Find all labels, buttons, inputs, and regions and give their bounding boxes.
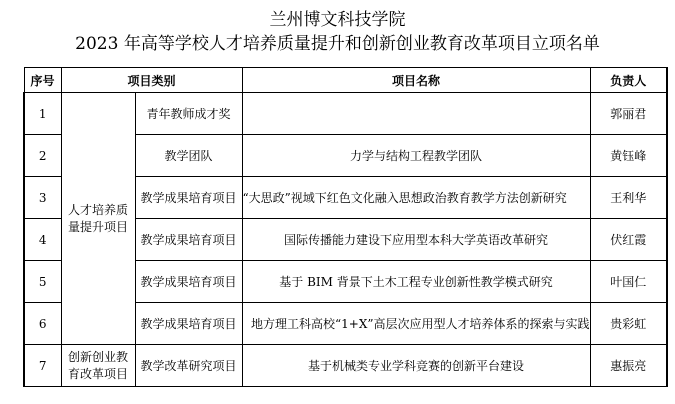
project-list-table bbox=[23, 67, 668, 387]
institution-name: 兰州博文科技学院 bbox=[269, 10, 406, 30]
row-leader: 黄钰峰 bbox=[590, 135, 667, 177]
category-group-label bbox=[61, 345, 135, 387]
row-project-name: 基于 BIM 背景下土木工程专业创新性教学模式研究 bbox=[242, 261, 590, 303]
row-project-name-text: “大思政”视域下红色文化融入思想政治教育教学方法创新研究 bbox=[242, 191, 567, 205]
row-no: 7 bbox=[24, 345, 61, 387]
col-header-name: 项目名称 bbox=[242, 68, 590, 93]
row-leader: 叶国仁 bbox=[590, 261, 667, 303]
category-group-text: 创新创业教育改革项目 bbox=[67, 349, 128, 381]
row-no: 3 bbox=[24, 177, 61, 219]
row-no: 2 bbox=[24, 135, 61, 177]
table-row bbox=[24, 345, 667, 387]
document-title: 2023 年高等学校人才培养质量提升和创新创业教育改革项目立项名单 bbox=[75, 34, 600, 54]
row-no: 6 bbox=[24, 303, 61, 345]
row-subtype: 教学成果培育项目 bbox=[135, 219, 242, 261]
category-group-text: 人才培养质量提升项目 bbox=[67, 202, 128, 234]
row-project-name bbox=[242, 303, 590, 345]
row-subtype: 教学成果培育项目 bbox=[135, 177, 242, 219]
category-group-label bbox=[61, 93, 135, 345]
row-subtype: 教学成果培育项目 bbox=[135, 261, 242, 303]
row-leader: 伏红霞 bbox=[590, 219, 667, 261]
row-project-name: 基于机械类专业学科竞赛的创新平台建设 bbox=[242, 345, 590, 387]
row-leader: 郭丽君 bbox=[590, 93, 667, 135]
row-leader: 惠振亮 bbox=[590, 345, 667, 387]
col-header-leader: 负责人 bbox=[590, 68, 667, 93]
row-project-name bbox=[242, 93, 590, 135]
row-subtype: 青年教师成才奖 bbox=[135, 93, 242, 135]
row-leader: 贵彩虹 bbox=[590, 303, 667, 345]
table-header-row bbox=[24, 68, 667, 93]
row-no: 5 bbox=[24, 261, 61, 303]
col-header-no: 序号 bbox=[24, 68, 61, 93]
row-subtype: 教学成果培育项目 bbox=[135, 303, 242, 345]
row-project-name: 国际传播能力建设下应用型本科大学英语改革研究 bbox=[242, 219, 590, 261]
col-header-category: 项目类别 bbox=[61, 68, 242, 93]
row-subtype: 教学改革研究项目 bbox=[135, 345, 242, 387]
table-row bbox=[24, 93, 667, 135]
row-project-name-text: 地方理工科高校“1+X”高层次应用型人才培养体系的探索与实践 bbox=[251, 317, 590, 331]
row-subtype: 教学团队 bbox=[135, 135, 242, 177]
row-no: 1 bbox=[24, 93, 61, 135]
row-no: 4 bbox=[24, 219, 61, 261]
row-project-name: 力学与结构工程教学团队 bbox=[242, 135, 590, 177]
row-project-name bbox=[242, 177, 590, 219]
row-leader: 王利华 bbox=[590, 177, 667, 219]
